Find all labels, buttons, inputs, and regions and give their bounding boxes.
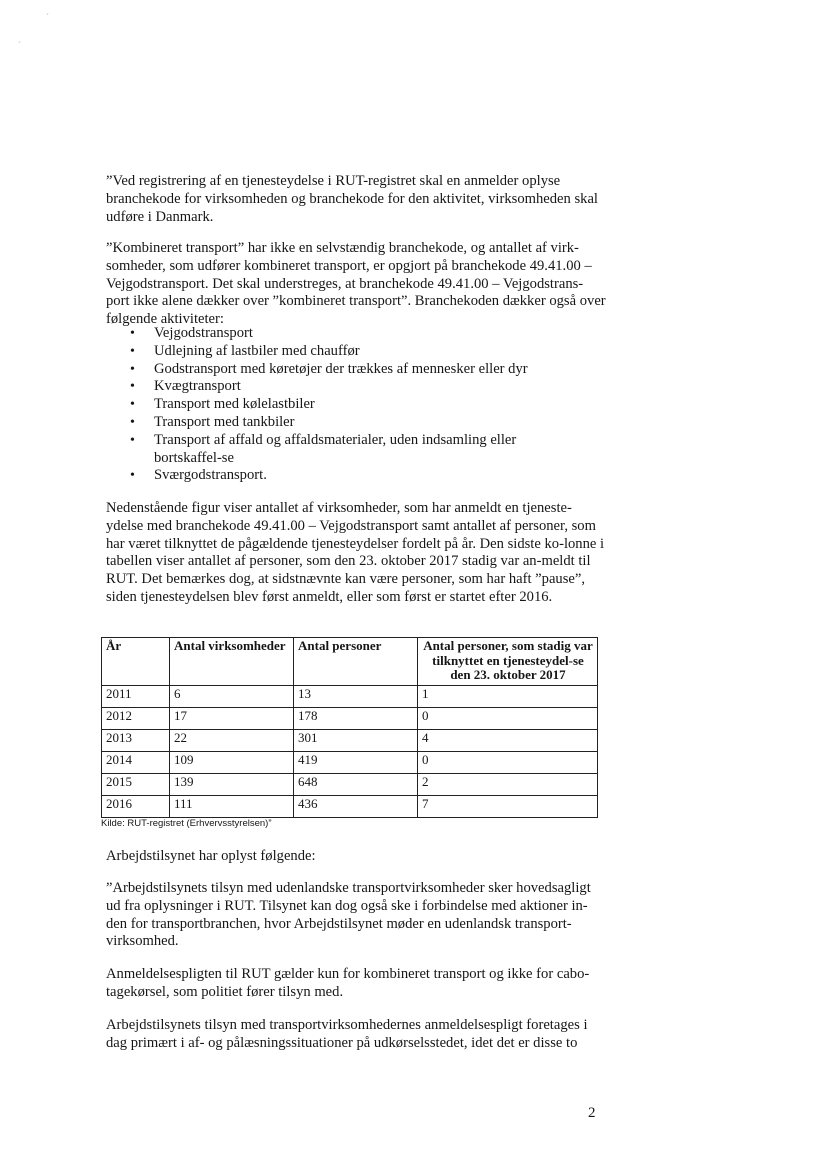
- table-cell: 2011: [102, 686, 170, 708]
- table-row: [102, 686, 598, 708]
- list-item: • Transport med tankbiler: [106, 414, 606, 432]
- table-cell: 6: [170, 686, 294, 708]
- list-item: • Godstransport med køretøjer der trækkes af mennesker eller dyr: [106, 361, 606, 379]
- list-item: • Vejgodstransport: [106, 325, 606, 343]
- list-item: • Transport med kølelastbiler: [106, 396, 606, 414]
- page-number: 2: [588, 1105, 596, 1121]
- table-cell: 0: [418, 708, 598, 730]
- paragraph-text: ”Ved registrering af en tjenesteydelse i RUT-registret skal en anmelder oplyse branchekode for virksomheden og branchekode for den aktivitet, virksomheden skal udføre i Danmark.: [106, 173, 598, 225]
- table-cell: 1: [418, 686, 598, 708]
- scan-mark: ´: [46, 12, 49, 22]
- table-cell: 111: [170, 796, 294, 818]
- table-cell: 2016: [102, 796, 170, 818]
- table-cell: 0: [418, 752, 598, 774]
- table-cell: 2: [418, 774, 598, 796]
- column-header: Antal personer: [294, 638, 418, 686]
- table-cell: 7: [418, 796, 598, 818]
- quote-paragraph-1: [106, 173, 606, 226]
- table-cell: 109: [170, 752, 294, 774]
- table-cell: 2013: [102, 730, 170, 752]
- table-cell: 13: [294, 686, 418, 708]
- list-item: • Udlejning af lastbiler med chauffør: [106, 343, 606, 361]
- paragraph-text: ”Kombineret transport” har ikke en selvstændig branchekode, og antallet af virk-somheder, som udfører kombineret transport, er opgjort på branchekode 49.41.00 – Vejgodstransport. Det skal understreges, at branchekode 49.41.00 – Vejgodstrans-port ikke alene dækker over ”kombineret transport”. Branchekoden dækker også over følgende aktiviteter:: [106, 240, 606, 328]
- table-cell: 648: [294, 774, 418, 796]
- paragraph-3: [106, 500, 606, 607]
- column-header: År: [102, 638, 170, 686]
- table-row: [102, 752, 598, 774]
- activity-list: [106, 325, 606, 485]
- table-header-row: [102, 638, 598, 686]
- quote-paragraph-2: [106, 880, 606, 951]
- paragraph-4: [106, 848, 606, 866]
- paragraph-text: Anmeldelsespligten til RUT gælder kun for kombineret transport og ikke for cabo-tagekørsel, som politiet fører tilsyn med.: [106, 966, 590, 1000]
- list-item: • Sværgodstransport.: [106, 467, 606, 485]
- table-cell: 17: [170, 708, 294, 730]
- table-cell: 436: [294, 796, 418, 818]
- table-cell: 22: [170, 730, 294, 752]
- table-cell: 178: [294, 708, 418, 730]
- table-cell: 4: [418, 730, 598, 752]
- column-header: Antal virksomheder: [170, 638, 294, 686]
- table-row: [102, 774, 598, 796]
- table-row: [102, 796, 598, 818]
- table-cell: 419: [294, 752, 418, 774]
- paragraph-text: Nedenstående figur viser antallet af virksomheder, som har anmeldt en tjeneste-ydelse med branchekode 49.41.00 – Vejgodstransport samt antallet af personer, som har været tilknyttet de pågældende tjenesteydelser fordelt på år. Den sidste ko-lonne i tabellen viser antallet af personer, som den 23. oktober 2017 stadig var an-meldt til RUT. Det bemærkes dog, at sidstnævnte kan være personer, som har haft ”pause”, siden tjenesteydelsen blev først anmeldt, eller som først er startet efter 2016.: [106, 500, 605, 605]
- paragraph-7: [106, 1017, 606, 1053]
- paragraph-6: [106, 966, 606, 1002]
- column-header: Antal personer, som stadig var tilknyttet en tjenesteydel-se den 23. oktober 2017: [418, 638, 598, 686]
- paragraph-2: [106, 240, 606, 329]
- list-item: • Kvægtransport: [106, 378, 606, 396]
- table-row: [102, 730, 598, 752]
- statistics-table: [101, 637, 598, 818]
- table-cell: 139: [170, 774, 294, 796]
- paragraph-text: ”Arbejdstilsynets tilsyn med udenlandske transportvirksomheder sker hovedsagligt ud fra oplysninger i RUT. Tilsynet kan dog også ske i forbindelse med aktioner in-den for transportbranchen, hvor Arbejdstilsynet møder en udenlandsk transport-virksomhed.: [106, 880, 591, 950]
- list-item: • Transport af affald og affaldsmaterialer, uden indsamling eller bortskaffel-se: [106, 432, 584, 468]
- table-cell: 301: [294, 730, 418, 752]
- scan-mark: ´: [18, 40, 21, 50]
- paragraph-text: Arbejdstilsynet har oplyst følgende:: [106, 848, 316, 864]
- table-row: [102, 708, 598, 730]
- table-cell: 2015: [102, 774, 170, 796]
- table-cell: 2012: [102, 708, 170, 730]
- table-caption: Kilde: RUT-registret (Erhvervsstyrelsen)”: [101, 818, 272, 829]
- paragraph-text: Arbejdstilsynets tilsyn med transportvirksomhedernes anmeldelsespligt foretages i dag primært i af- og pålæsningssituationer på udkørselsstedet, idet det er disse to: [106, 1017, 588, 1051]
- table-cell: 2014: [102, 752, 170, 774]
